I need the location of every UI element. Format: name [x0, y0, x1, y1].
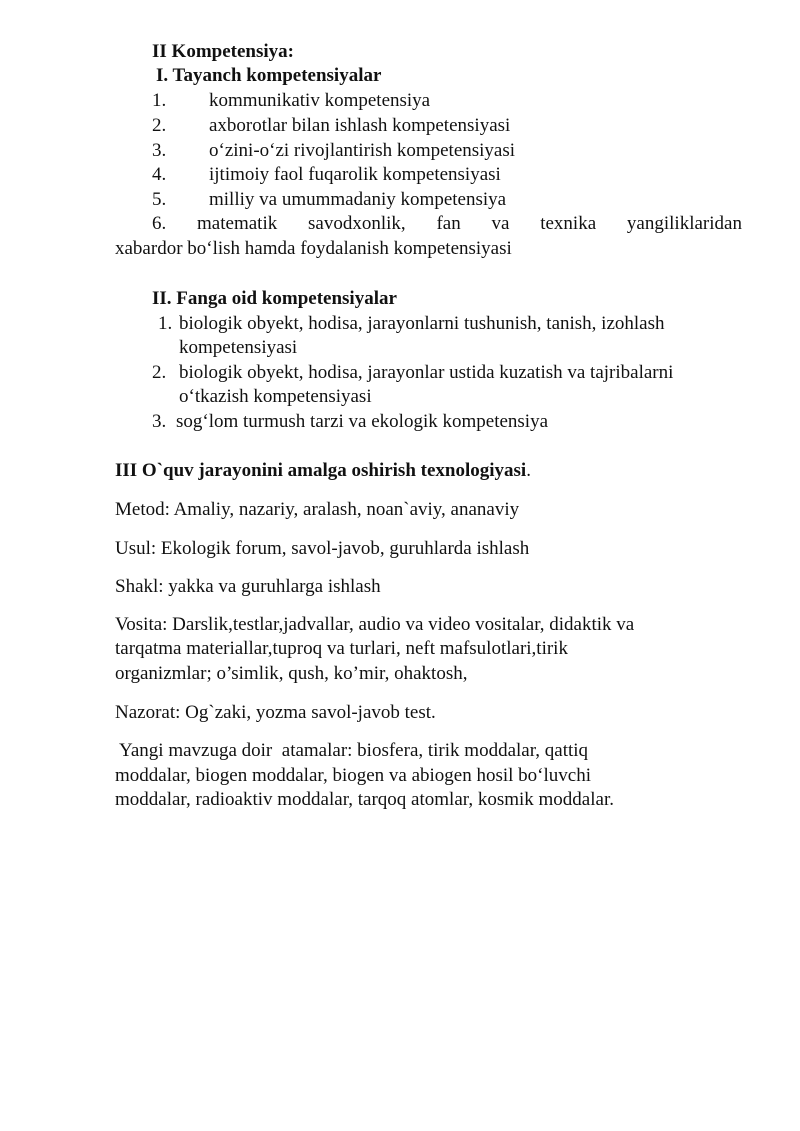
new-terms-line: Yangi mavzuga doir atamalar: biosfera, tirik moddalar, qattiq [115, 740, 589, 761]
list-item-continuation: xabardor bo‘lish hamda foydalanish kompetensiyasi [115, 238, 512, 259]
list-item: ijtimoiy faol fuqarolik kompetensiyasi [209, 164, 501, 185]
list-item-number: 2. [152, 115, 167, 136]
core-competencies-heading: I. Tayanch kompetensiyalar [156, 65, 382, 86]
section-2-title: II Kompetensiya: [152, 41, 294, 62]
section-3-title-period: . [526, 460, 531, 481]
section-3-title [115, 459, 531, 483]
word: matematik [197, 213, 278, 234]
form-line: Shakl: yakka va guruhlarga ishlash [115, 576, 381, 597]
list-item: axborotlar bilan ishlash kompetensiyasi [209, 115, 511, 136]
section-3-title-text: III O`quv jarayonini amalga oshirish texnologiyasi [115, 460, 527, 481]
list-item-number: 3. [152, 411, 167, 432]
list-item: kommunikativ kompetensiya [209, 90, 431, 111]
list-item-number: 4. [152, 164, 167, 185]
tools-line: tarqatma materiallar,tuproq va turlari, neft mafsulotlari,tirik [115, 638, 568, 659]
list-item-number: 1. [152, 90, 167, 111]
tools-line: organizmlar; o’simlik, qush, ko’mir, ohaktosh, [115, 663, 468, 684]
list-item-continuation: o‘tkazish kompetensiyasi [179, 386, 372, 407]
list-item-number: 3. [152, 140, 167, 161]
word: va [491, 213, 510, 234]
list-item-number: 5. [152, 189, 167, 210]
list-item-number: 1. [158, 313, 173, 334]
tools-line: Vosita: Darslik,testlar,jadvallar, audio va video vositalar, didaktik va [115, 614, 635, 635]
method-line: Metod: Amaliy, nazariy, aralash, noan`aviy, ananaviy [115, 499, 520, 520]
list-item: milliy va umummadaniy kompetensiya [209, 189, 507, 210]
new-terms-line: moddalar, biogen moddalar, biogen va abiogen hosil bo‘luvchi [115, 765, 592, 786]
list-item: o‘zini-o‘zi rivojlantirish kompetensiyasi [209, 140, 516, 161]
list-item: sog‘lom turmush tarzi va ekologik kompetensiya [176, 411, 549, 432]
subject-competencies-heading: II. Fanga oid kompetensiyalar [152, 288, 397, 309]
control-line: Nazorat: Og`zaki, yozma savol-javob test. [115, 702, 436, 723]
word: savodxonlik, [308, 213, 406, 234]
list-item-number: 2. [152, 362, 167, 383]
list-item: biologik obyekt, hodisa, jarayonlarni tushunish, tanish, izohlash [179, 313, 665, 334]
word: texnika [540, 213, 597, 234]
word: fan [436, 213, 461, 234]
list-item-continuation: kompetensiyasi [179, 337, 298, 358]
list-item [152, 212, 742, 236]
technique-line: Usul: Ekologik forum, savol-javob, guruhlarda ishlash [115, 538, 530, 559]
list-item-number: 6. [152, 213, 167, 234]
word: yangiliklaridan [626, 213, 742, 234]
list-item: biologik obyekt, hodisa, jarayonlar ustida kuzatish va tajribalarni [179, 362, 674, 383]
new-terms-line: moddalar, radioaktiv moddalar, tarqoq atomlar, kosmik moddalar. [115, 789, 614, 810]
